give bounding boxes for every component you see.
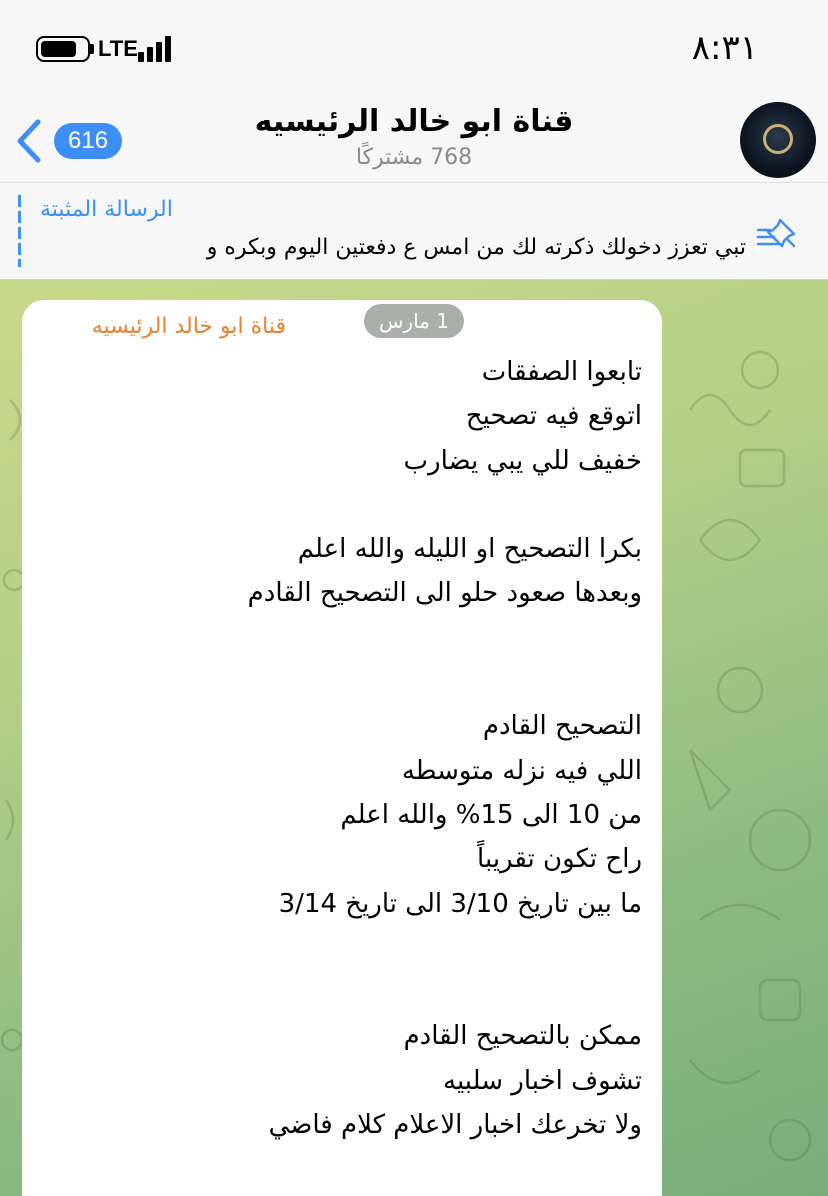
pinned-indicator [18, 195, 21, 267]
channel-info[interactable] [170, 104, 658, 170]
channel-title: قناة ابو خالد الرئيسيه [254, 104, 574, 139]
network-type: LTE [98, 36, 138, 61]
battery-tip [90, 44, 94, 54]
subscriber-count: 768 مشتركًا [355, 145, 473, 170]
message-line: بكرا التصحيح او الليله والله اعلم [297, 534, 642, 565]
message-line: ما بين تاريخ 3/10 الى تاريخ 3/14 [278, 888, 642, 919]
message-bubble[interactable] [22, 300, 662, 1196]
message-line [248, 483, 642, 527]
chat-area[interactable] [0, 280, 828, 1196]
pinned-title: الرسالة المثبتة [40, 197, 173, 222]
message-line: من 10 الى 15% والله اعلم [340, 799, 642, 830]
message-line: وبعدها صعود حلو الى التصحيح القادم [247, 578, 642, 609]
message-line [248, 616, 642, 660]
pinned-text: تبي تعزز دخولك ذكرته لك من امس ع دفعتين اليوم وبكره و [206, 235, 746, 260]
avatar-logo-icon [763, 124, 793, 154]
message-line [248, 660, 642, 704]
message-line: تابعوا الصفقات [481, 357, 642, 387]
pin-list-icon[interactable] [754, 214, 800, 254]
message-line: اللي فيه نزله متوسطه [401, 755, 642, 786]
date-separator: 1 مارس [364, 304, 464, 338]
battery-level [41, 41, 76, 57]
message-line: ولا تخرعك اخبار الاعلام كلام فاضي [268, 1110, 642, 1141]
message-line: التصحيح القادم [482, 711, 642, 742]
status-time: ٨:٣١ [691, 28, 758, 68]
chat-header [0, 96, 828, 182]
message-text [248, 350, 642, 1147]
message-line [248, 970, 642, 1014]
message-line: اتوقع فيه تصحيح [465, 401, 642, 432]
chevron-left-icon [14, 118, 44, 164]
unread-badge: 616 [54, 123, 122, 159]
message-line: راح تكون تقريباً [477, 844, 642, 875]
message-line [248, 926, 642, 970]
message-line: تشوف اخبار سلبيه [443, 1065, 642, 1096]
battery-icon [36, 36, 90, 62]
status-bar [0, 0, 828, 96]
message-line: ممكن بالتصحيح القادم [403, 1021, 642, 1052]
back-button[interactable] [14, 116, 124, 166]
message-sender[interactable]: قناة ابو خالد الرئيسيه [91, 314, 286, 339]
message-line: خفيف للي يبي يضارب [403, 445, 642, 476]
pinned-message-bar[interactable] [0, 182, 828, 280]
channel-avatar[interactable] [740, 102, 816, 178]
